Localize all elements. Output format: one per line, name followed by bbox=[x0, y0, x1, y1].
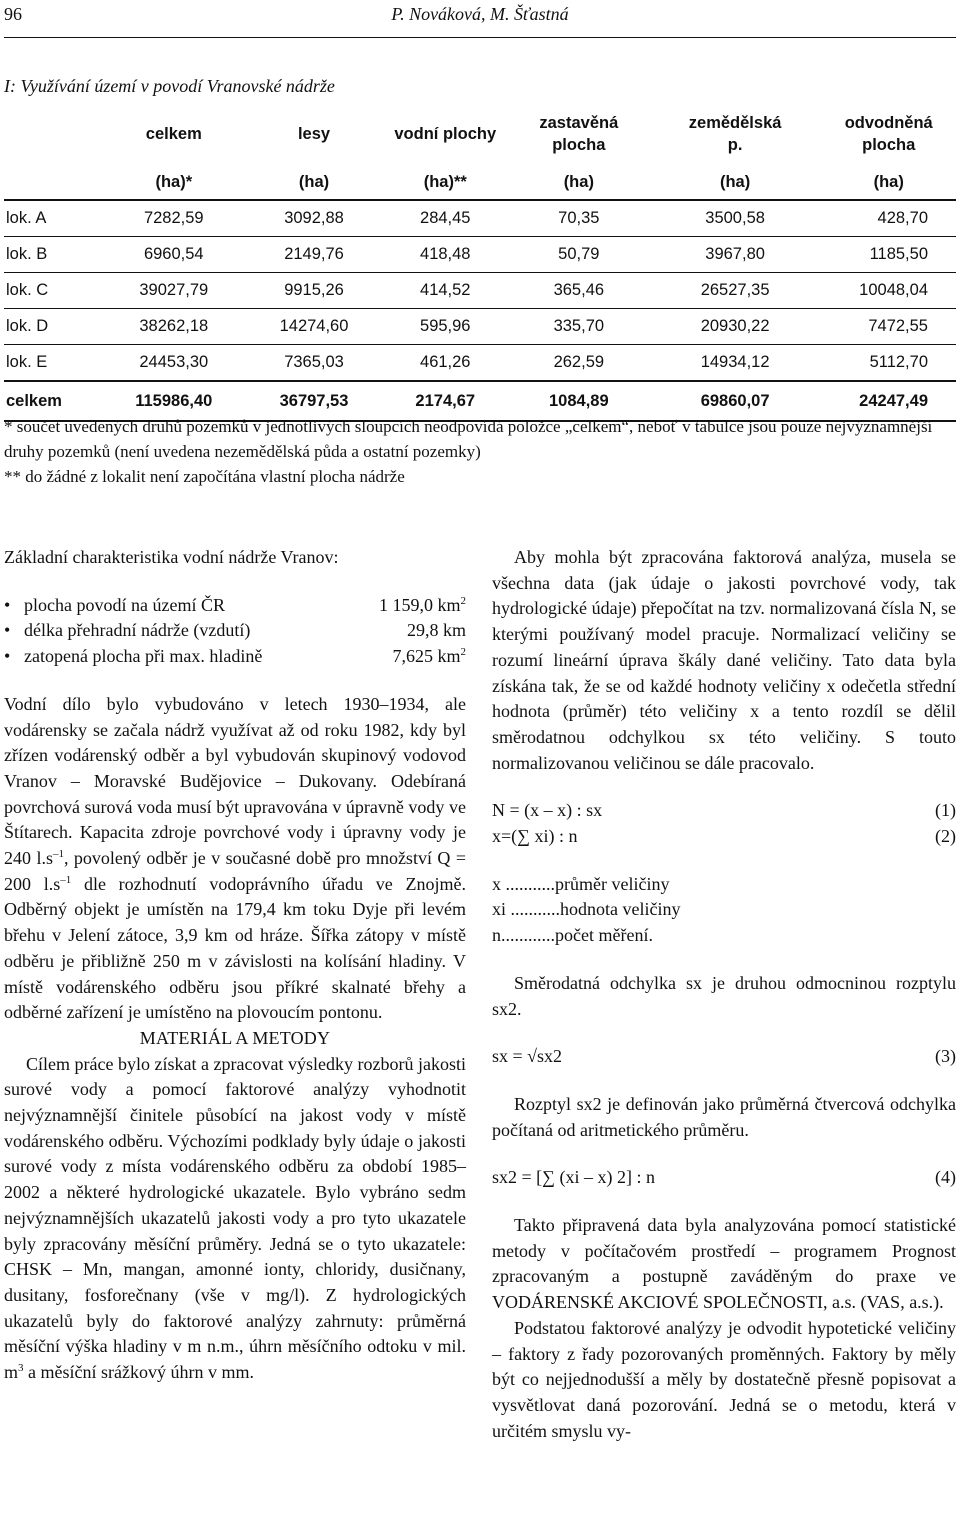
table-cell: 50,79 bbox=[509, 237, 649, 273]
table-cell: 38262,18 bbox=[101, 309, 246, 345]
table-cell: 595,96 bbox=[382, 309, 509, 345]
paragraph: Směrodatná odchylka sx je druhou odmocninou rozptylu sx2. bbox=[492, 972, 956, 1019]
table-row bbox=[4, 200, 956, 237]
table-cell: 284,45 bbox=[382, 200, 509, 237]
table-cell: 7472,55 bbox=[821, 309, 956, 345]
table-cell: 428,70 bbox=[821, 200, 956, 237]
table-cell: 36797,53 bbox=[246, 381, 381, 421]
row-label: lok. A bbox=[4, 200, 101, 237]
unit-header: (ha) bbox=[649, 165, 822, 200]
equation-1 bbox=[492, 798, 956, 824]
row-label: lok. C bbox=[4, 273, 101, 309]
table-cell: 3092,88 bbox=[246, 200, 381, 237]
footnote: * součet uvedených druhů pozemků v jednotlivých sloupcích neodpovídá položce „celkem“, neboť v tabulce jsou pouze nejvýznamnější druhy pozemků (není uvedena nezemědělská půda a ostatní pozemky) bbox=[4, 417, 933, 461]
table-cell: 7282,59 bbox=[101, 200, 246, 237]
table-cell: 1084,89 bbox=[509, 381, 649, 421]
table-caption: I: Využívání území v povodí Vranovské nádrže bbox=[4, 76, 335, 96]
table-footnotes bbox=[4, 414, 956, 489]
paragraph: Aby mohla být zpracována faktorová analýza, musela se všechna data (jak údaje o jakosti povrchové vody, tak hydrologické údaje) přepočítat na tzv. normalizovaná čísla N, se kterými používaný model pracuje. Normalizací veličiny se rozumí lineární úprava škály dané veličiny. Tato data byla získána tak, že se od každé hodnoty veličiny x odečetla střední hodnota (průměr) této veličiny x a tento rozdíl se dělil směrodatnou odchylkou sx této veličiny. S touto normalizovanou veličinou se dále pracovalo. bbox=[492, 547, 956, 773]
running-title: P. Nováková, M. Šťastná bbox=[391, 4, 569, 24]
table-cell: 115986,40 bbox=[101, 381, 246, 421]
paragraph: Cílem práce bylo získat a zpracovat výsledky rozborů jakosti surové vody a pomocí faktorové analýzy vyhodnotit nejvýznamnější činitele působící na jakost vody v místě vodárenského odběru. Výchozími podklady byly údaje o jakosti surové vody z místa vodárenského odběru za období 1985–2002 a některé hydrologické ukazatele. Bylo vybráno sedm nejvýznamnějších ukazatelů jakosti vody a pro tyto ukazatele byly zpracovány měsíční průměry. Jedná se o tyto ukazatele: CHSK – Mn, mangan, amonné ionty, chloridy, dusičnany, dusitany, fosforečnany (vše v mg/l). Z hydrologických ukazatelů byly do faktorové analýzy zahrnuty: průměrná měsíční výška hladiny v m n.m., úhrn měsíčního odtoku v mil. $m^3$ a měsíční srážkový úhrn v mm. bbox=[4, 1053, 466, 1383]
left-column bbox=[4, 545, 466, 1386]
row-label: lok. D bbox=[4, 309, 101, 345]
equation-number: (2) bbox=[935, 826, 956, 847]
table-cell: 262,59 bbox=[509, 345, 649, 382]
list-item bbox=[4, 618, 466, 644]
table-units-row bbox=[4, 165, 956, 200]
item-value: 29,8 km bbox=[406, 620, 466, 641]
equation-formula: sx2 = [∑ (xi – x) 2] : n bbox=[492, 1167, 655, 1188]
characteristics-list bbox=[4, 593, 466, 670]
item-value: 7,625 $km^2$ bbox=[392, 646, 466, 667]
table-cell: 14934,12 bbox=[649, 345, 822, 382]
variable-definition: xi ...........hodnota veličiny bbox=[492, 899, 681, 920]
item-label: • plocha povodí na území ČR bbox=[4, 593, 379, 619]
table-cell: 39027,79 bbox=[101, 273, 246, 309]
unit-header: (ha) bbox=[246, 165, 381, 200]
table-cell: 418,48 bbox=[382, 237, 509, 273]
table-cell: 365,46 bbox=[509, 273, 649, 309]
table-cell: 461,26 bbox=[382, 345, 509, 382]
table-cell: 69860,07 bbox=[649, 381, 822, 421]
page-header bbox=[4, 4, 956, 40]
column-header: lesy bbox=[297, 125, 331, 143]
section-title: MATERIÁL A METODY bbox=[139, 1027, 331, 1048]
list-item bbox=[4, 644, 466, 670]
equation-2 bbox=[492, 824, 956, 850]
equation-3 bbox=[492, 1044, 956, 1070]
page-number: 96 bbox=[4, 4, 22, 24]
table-cell: 70,35 bbox=[509, 200, 649, 237]
table-cell: 20930,22 bbox=[649, 309, 822, 345]
column-header: zemědělská p. bbox=[688, 114, 782, 154]
column-header bbox=[4, 103, 101, 165]
table-row bbox=[4, 273, 956, 309]
column-header: odvodněná plocha bbox=[844, 114, 933, 154]
unit-header: (ha) bbox=[509, 165, 649, 200]
column-header: celkem bbox=[145, 125, 202, 143]
paragraph: Podstatou faktorové analýzy je odvodit hypotetické veličiny – faktory z řady pozorovaných proměnných. Faktory by měly být co nejjednodušší a měly by dostatečně přesně popisovat a vysvětlovat daná pozorování. Jedná se o metodu, která v určitém smyslu vy- bbox=[492, 1317, 956, 1441]
column-header: vodní plochy bbox=[394, 125, 497, 143]
right-column bbox=[492, 545, 956, 1444]
variable-definitions bbox=[492, 872, 956, 949]
table-header-row bbox=[4, 103, 956, 165]
table-cell: 1185,50 bbox=[821, 237, 956, 273]
unit-header: (ha)** bbox=[382, 165, 509, 200]
table-cell: 24247,49 bbox=[821, 381, 956, 421]
land-use-table bbox=[4, 103, 956, 422]
paragraph: Takto připravená data byla analyzována pomocí statistické metody v počítačovém prostředí – programem Prognost zpracovaným a postupně zaváděným do praxe ve VODÁRENSKÉ AKCIOVÉ SPOLEČNOSTI, a.s. (VAS, a.s.). bbox=[492, 1215, 956, 1313]
unit-header: (ha) bbox=[821, 165, 956, 200]
item-label: • délka přehradní nádrže (vzdutí) bbox=[4, 618, 407, 644]
variable-definition: n............počet měření. bbox=[492, 925, 653, 946]
table-cell: 2149,76 bbox=[246, 237, 381, 273]
table-row bbox=[4, 237, 956, 273]
table-cell: 6960,54 bbox=[101, 237, 246, 273]
equation-formula: x=(∑ xi) : n bbox=[492, 826, 578, 847]
table-cell: 9915,26 bbox=[246, 273, 381, 309]
unit-header: (ha)* bbox=[101, 165, 246, 200]
row-label: lok. E bbox=[4, 345, 101, 382]
equation-formula: sx = √sx2 bbox=[492, 1046, 563, 1067]
table-cell: 414,52 bbox=[382, 273, 509, 309]
equation-number: (3) bbox=[935, 1046, 956, 1067]
item-label: • zatopená plocha při max. hladině bbox=[4, 644, 392, 670]
column-header: zastavěná plocha bbox=[539, 114, 619, 154]
intro-line: Základní charakteristika vodní nádrže Vranov: bbox=[4, 547, 339, 567]
table-cell: 24453,30 bbox=[101, 345, 246, 382]
table-cell: 5112,70 bbox=[821, 345, 956, 382]
paragraph: Vodní dílo bylo vybudováno v letech 1930–1934, ale vodárensky se začala nádrž využívat až od roku 1982, kdy byl zřízen vodárenský odběr a byl vybudován skupinový vodovod Vranov – Moravské Budějovice – Dukovany. Odebíraná povrchová surová voda musí být upravována v úpravně vody ve Štítarech. Kapacita zdroje povrchové vody i úpravny vody je 240 $l.s^{-1}$, povolený odběr je v současné době pro množství Q = 200 $l.s^{-1}$ dle rozhodnutí vodoprávního úřadu ve Znojmě. Odběrný objekt je umístěn na 179,4 km toku Dyje při levém břehu v Jelení zátoce, 3,9 km od hráze. Šířka zátopy v místě odběru je přibližně 250 m v závislosti na kolísání hladiny. V místě vodárenského odběru jsou příkré skalnaté břehy a odběrné zařízení je umístěno na plovoucím pontonu. bbox=[4, 693, 466, 1023]
unit-header bbox=[4, 165, 101, 200]
equation-number: (4) bbox=[935, 1167, 956, 1188]
paragraph: Rozptyl sx2 je definován jako průměrná čtvercová odchylka počítaná od aritmetického průměru. bbox=[492, 1093, 956, 1140]
footnote: ** do žádné z lokalit není započítána vlastní plocha nádrže bbox=[4, 467, 405, 486]
table-row bbox=[4, 345, 956, 382]
table-cell: 335,70 bbox=[509, 309, 649, 345]
table-row bbox=[4, 309, 956, 345]
list-item bbox=[4, 593, 466, 619]
equation-formula: N = (x – x) : sx bbox=[492, 800, 603, 821]
row-label: celkem bbox=[4, 381, 101, 421]
table-cell: 2174,67 bbox=[382, 381, 509, 421]
table-cell: 14274,60 bbox=[246, 309, 381, 345]
table-cell: 7365,03 bbox=[246, 345, 381, 382]
table-cell: 3967,80 bbox=[649, 237, 822, 273]
item-value: 1 159,0 $km^2$ bbox=[378, 594, 466, 615]
table-cell: 10048,04 bbox=[821, 273, 956, 309]
equation-number: (1) bbox=[935, 800, 956, 821]
equation-4 bbox=[492, 1165, 956, 1191]
table-cell: 3500,58 bbox=[649, 200, 822, 237]
table-cell: 26527,35 bbox=[649, 273, 822, 309]
header-rule bbox=[4, 37, 956, 38]
row-label: lok. B bbox=[4, 237, 101, 273]
variable-definition: x ...........průměr veličiny bbox=[492, 873, 670, 894]
